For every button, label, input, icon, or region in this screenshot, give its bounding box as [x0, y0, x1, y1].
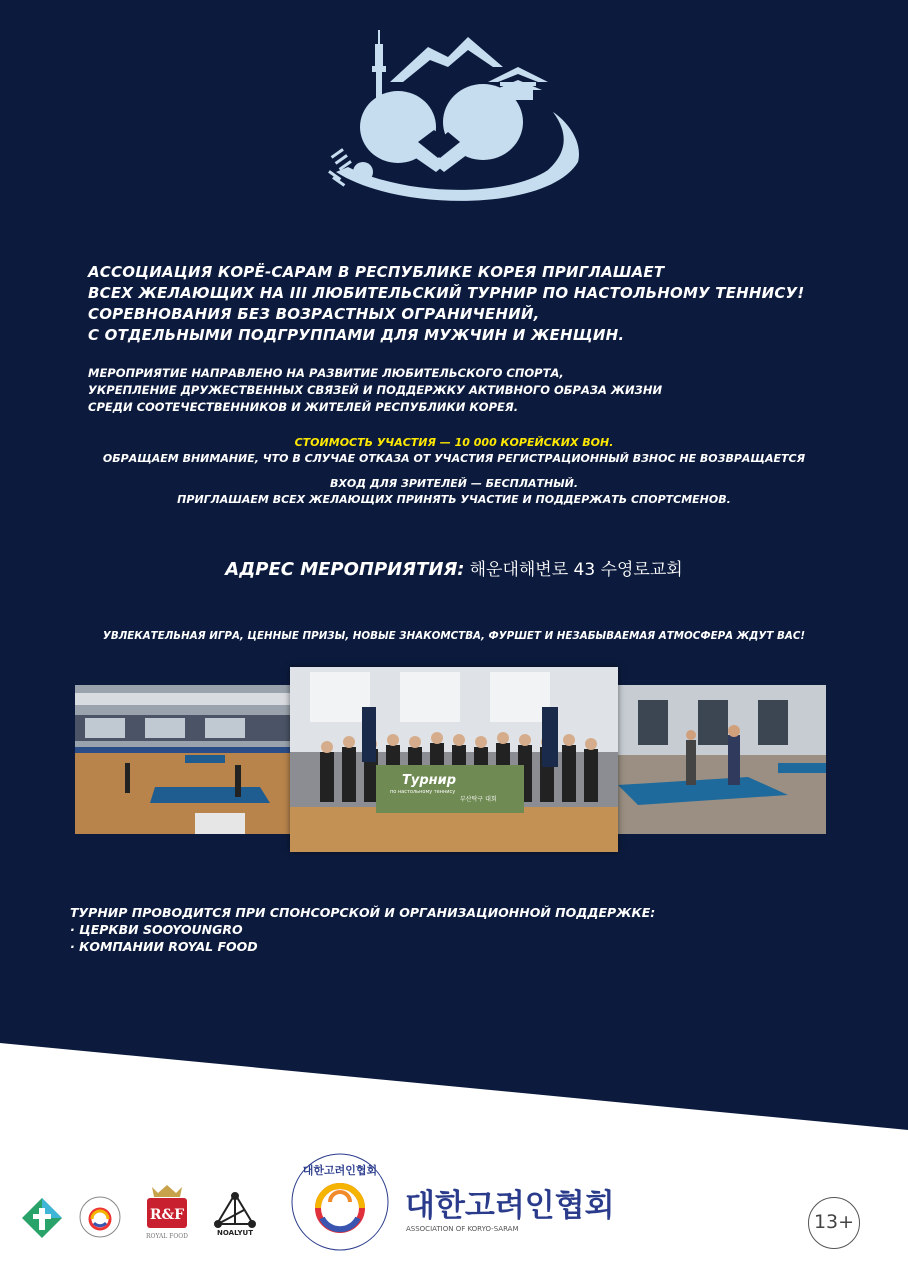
sponsors-heading: ТУРНИР ПРОВОДИТСЯ ПРИ СПОНСОРСКОЙ И ОРГАНИЗАЦИОННОЙ ПОДДЕРЖКЕ: — [70, 905, 656, 920]
association-small-seal — [78, 1195, 122, 1239]
address-label: АДРЕС МЕРОПРИЯТИЯ: — [225, 559, 465, 580]
noalyut-label: NOALYUT — [217, 1229, 253, 1237]
noalyut-logo — [210, 1190, 260, 1240]
banner-title: Турнир — [402, 773, 457, 788]
association-name: 대한고려인협회 — [405, 1188, 615, 1224]
intro-line: С ОТДЕЛЬНЫМИ ПОДГРУППАМИ ДЛЯ МУЖЧИН И ЖЕНЩИН. — [88, 326, 625, 344]
goal-line: УКРЕПЛЕНИЕ ДРУЖЕСТВЕННЫХ СВЯЗЕЙ И ПОДДЕРЖКУ АКТИВНОГО ОБРАЗА ЖИЗНИ — [88, 383, 663, 397]
church-logo — [20, 1196, 64, 1240]
age-rating-badge: 13+ — [808, 1197, 860, 1249]
tournament-logo — [318, 22, 588, 202]
royal-food-logo — [142, 1183, 192, 1241]
association-subtitle: ASSOCIATION OF KORYO-SARAM — [406, 1225, 519, 1233]
entry-text: ВХОД ДЛЯ ЗРИТЕЛЕЙ — БЕСПЛАТНЫЙ. — [329, 477, 578, 490]
price-text: СТОИМОСТЬ УЧАСТИЯ — 10 000 КОРЕЙСКИХ ВОН. — [294, 436, 614, 449]
gym-photo-right — [618, 685, 826, 834]
event-address — [0, 555, 908, 580]
tagline: УВЛЕКАТЕЛЬНАЯ ИГРА, ЦЕННЫЕ ПРИЗЫ, НОВЫЕ ЗНАКОМСТВА, ФУРШЕТ И НЕЗАБЫВАЕМАЯ АТМОСФЕРА ЖДУТ ВАС! — [102, 630, 806, 642]
sponsors-block — [70, 904, 655, 955]
intro-line: АССОЦИАЦИЯ КОРЁ-САРАМ В РЕСПУБЛИКЕ КОРЕЯ ПРИГЛАШАЕТ — [88, 263, 665, 281]
royal-food-label: ROYAL FOOD — [146, 1233, 188, 1240]
sponsor-item: · КОМПАНИИ ROYAL FOOD — [70, 939, 258, 954]
gym-photo-left — [75, 685, 290, 834]
sponsor-item: · ЦЕРКВИ SOOYOUNGRO — [70, 922, 243, 937]
goal-text — [88, 365, 848, 416]
goal-line: СРЕДИ СООТЕЧЕСТВЕННИКОВ И ЖИТЕЛЕЙ РЕСПУБЛИКИ КОРЕЯ. — [88, 400, 519, 414]
intro-text — [88, 262, 868, 346]
intro-line: СОРЕВНОВАНИЯ БЕЗ ВОЗРАСТНЫХ ОГРАНИЧЕНИЙ, — [88, 305, 540, 323]
group-photo — [290, 667, 618, 852]
intro-line: ВСЕХ ЖЕЛАЮЩИХ НА III ЛЮБИТЕЛЬСКИЙ ТУРНИР ПО НАСТОЛЬНОМУ ТЕННИСУ! — [88, 284, 805, 302]
goal-line: МЕРОПРИЯТИЕ НАПРАВЛЕНО НА РАЗВИТИЕ ЛЮБИТЕЛЬСКОГО СПОРТА, — [88, 366, 564, 380]
address-value: 해운대해변로 43 수영로교회 — [469, 560, 683, 580]
banner-korean: 부산탁구 대회 — [460, 796, 497, 803]
refund-notice: ОБРАЩАЕМ ВНИМАНИЕ, ЧТО В СЛУЧАЕ ОТКАЗА ОТ УЧАСТИЯ РЕГИСТРАЦИОННЫЙ ВЗНОС НЕ ВОЗВРАЩАЕТСЯ — [102, 452, 806, 465]
invite-text: ПРИГЛАШАЕМ ВСЕХ ЖЕЛАЮЩИХ ПРИНЯТЬ УЧАСТИЕ И ПОДДЕРЖАТЬ СПОРТСМЕНОВ. — [177, 493, 731, 506]
seal-text: 대한고려인협회 — [302, 1164, 378, 1177]
banner-subtitle: по настольному теннису — [390, 789, 456, 795]
association-seal — [290, 1152, 390, 1252]
royal-food-monogram: R&F — [149, 1207, 185, 1223]
